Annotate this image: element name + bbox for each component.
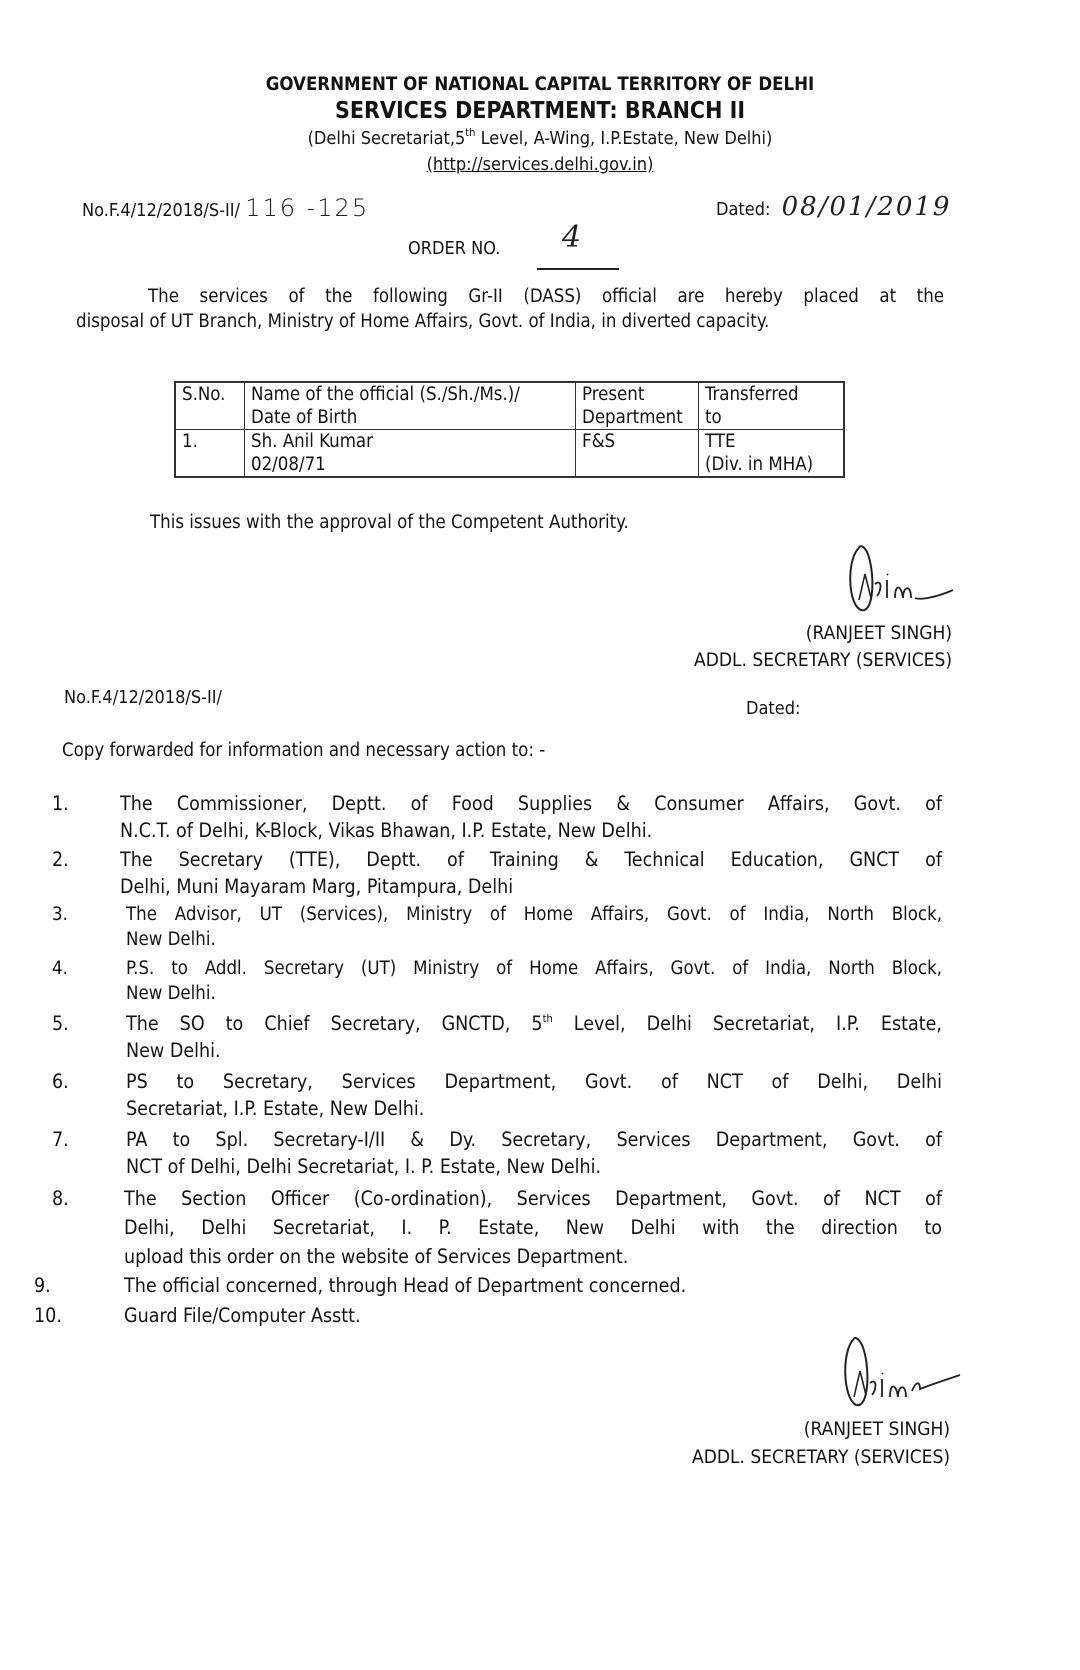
list-item: 1. The Commissioner, Deptt. of Food Supplies & Consumer Affairs, Govt. of N.C.T. of Delhi, K-Block, Vikas Bhawan, I.P. Estate, New Delhi. xyxy=(52,792,942,842)
copy-list xyxy=(34,790,942,1332)
list-item: 4. P.S. to Addl. Secretary (UT) Ministry of Home Affairs, Govt. of India, North Block, New Delhi. xyxy=(52,958,942,1004)
list-item: 10. Guard File/Computer Asstt. xyxy=(34,1304,361,1327)
order-number-label: ORDER NO. xyxy=(408,238,501,259)
department-website xyxy=(0,154,1080,175)
order-date-handwritten: 08/01/2019 xyxy=(781,192,952,222)
table-row xyxy=(175,430,844,478)
govt-header: GOVERNMENT OF NATIONAL CAPITAL TERRITORY OF DELHI xyxy=(265,74,815,95)
file-number: No.F.4/12/2018/S-II/ 116 -125 xyxy=(82,194,370,222)
signatory-2-designation: ADDL. SECRETARY (SERVICES) xyxy=(692,1446,950,1468)
department-address: (Delhi Secretariat,5th Level, A-Wing, I.P.Estate, New Delhi) xyxy=(307,126,773,149)
website-link[interactable]: (http://services.delhi.gov.in) xyxy=(426,154,654,175)
list-item: 9. The official concerned, through Head of Department concerned. xyxy=(34,1274,687,1297)
header-present-dept: Present Department xyxy=(576,382,699,430)
signature-2-image xyxy=(838,1335,978,1415)
list-item: 8. The Section Officer (Co-ordination), Services Department, Govt. of NCT of Delhi, Delhi Secretariat, I. P. Estate, New Delhi with the direction to upload this order on the website of Services Department. xyxy=(52,1187,942,1268)
header-sno: S.No. xyxy=(175,382,245,430)
list-item: 7. PA to Spl. Secretary-I/II & Dy. Secretary, Services Department, Govt. of NCT of Delhi, Delhi Secretariat, I. P. Estate, New Delhi. xyxy=(52,1128,942,1178)
order-paragraph: The services of the following Gr-II (DASS) official are hereby placed at the disposal of UT Branch, Ministry of Home Affairs, Govt. of India, in diverted capacity. xyxy=(76,286,944,332)
copy-date-label: Dated: xyxy=(746,698,801,719)
signature-1-image xyxy=(845,540,975,620)
signatory-1-name: (RANJEET SINGH) xyxy=(805,622,952,644)
department-header: SERVICES DEPARTMENT: BRANCH II xyxy=(334,98,746,124)
cell-present-dept: F&S xyxy=(576,430,699,478)
header-name: Name of the official (S./Sh./Ms.)/ Date of Birth xyxy=(245,382,576,430)
cell-name: Sh. Anil Kumar 02/08/71 xyxy=(245,430,576,478)
cell-sno: 1. xyxy=(175,430,245,478)
list-item: 3. The Advisor, UT (Services), Ministry of Home Affairs, Govt. of India, North Block, New Delhi. xyxy=(52,904,942,950)
official-table xyxy=(174,381,845,478)
header-transferred-to: Transferred to xyxy=(699,382,845,430)
order-number-underline xyxy=(537,268,619,270)
cell-transferred-to: TTE (Div. in MHA) xyxy=(699,430,845,478)
list-item: 5. The SO to Chief Secretary, GNCTD, 5th Level, Delhi Secretariat, I.P. Estate, New Delhi. xyxy=(52,1012,942,1062)
signatory-2-name: (RANJEET SINGH) xyxy=(803,1418,950,1440)
approval-text: This issues with the approval of the Competent Authority. xyxy=(150,512,629,533)
copy-file-number: No.F.4/12/2018/S-II/ xyxy=(64,687,223,708)
signatory-1-designation: ADDL. SECRETARY (SERVICES) xyxy=(694,649,952,671)
order-number-handwritten: 4 xyxy=(562,220,584,255)
table-header-row xyxy=(175,382,844,430)
order-date: Dated: 08/01/2019 xyxy=(716,192,952,222)
list-item: 2. The Secretary (TTE), Deptt. of Training & Technical Education, GNCT of Delhi, Muni Mayaram Marg, Pitampura, Delhi xyxy=(52,848,942,898)
file-number-handwritten: 116 -125 xyxy=(245,194,370,222)
copy-intro: Copy forwarded for information and necessary action to: - xyxy=(62,740,546,761)
list-item: 6. PS to Secretary, Services Department, Govt. of NCT of Delhi, Delhi Secretariat, I.P. Estate, New Delhi. xyxy=(52,1070,942,1120)
